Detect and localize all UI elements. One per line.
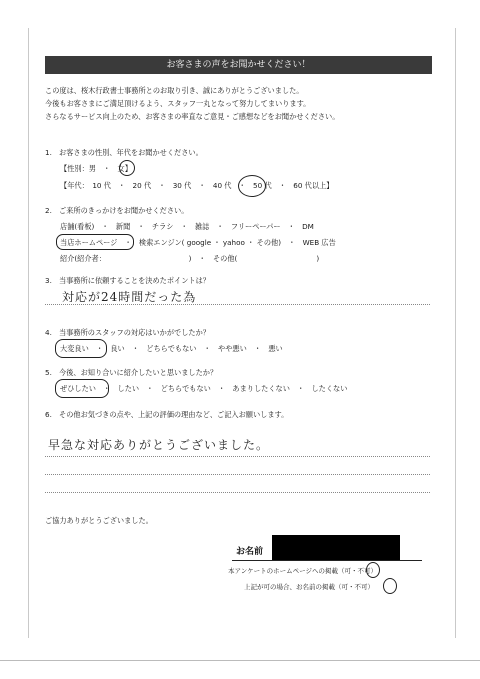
q3-handwritten-answer: 対応が24時間だった為	[62, 290, 197, 304]
consent-circle-mark	[366, 562, 380, 578]
question-6-label: 6. その他お気づきの点や、上記の評価の理由など、ご記入お願いします。	[45, 410, 289, 419]
consent-circle-mark	[383, 578, 397, 594]
name-label: お名前	[236, 547, 264, 557]
age-circle-mark	[238, 175, 266, 197]
source-row-2: 当店ホームページ ・ 検索エンジン( google ・ yahoo ・ その他) ・ WEB 広告	[60, 238, 336, 247]
consent-homepage: 本アンケートのホームページへの掲載（可・不可）	[228, 567, 377, 575]
recommend-options: ぜひしたい ・ したい ・ どちらでもない ・ あまりしたくない ・ したくない	[60, 384, 348, 393]
consent-name: 上記が可の場合、お名前の掲載（可・不可）	[244, 583, 374, 591]
source-row-3: 紹介(紹介者： ) ・ その他( )	[60, 254, 320, 263]
question-2-label: 2. ご来所のきっかけをお聞かせください。	[45, 206, 189, 215]
survey-title: お客さまの声をお聞かせください！	[45, 56, 432, 74]
q6-handwritten-answer: 早急な対応ありがとうございました。	[48, 438, 270, 452]
intro-line: さらなるサービス向上のため、お客さまの率直なご意見・ご感想などをお聞かせください。	[45, 112, 340, 121]
answer-line	[45, 456, 430, 457]
question-1-label: 1. お客さまの性別、年代をお聞かせください。	[45, 148, 203, 157]
homepage-circle-mark	[56, 234, 134, 250]
answer-line	[45, 304, 430, 305]
name-underline	[232, 560, 422, 561]
question-5-label: 5. 今後、お知り合いに紹介したいと思いましたか？	[45, 368, 218, 377]
question-3-label: 3. 当事務所に依頼することを決めたポイントは？	[45, 276, 210, 285]
gender-options: 【性別：男 ・ 女】	[60, 164, 132, 173]
intro-line: 今後もお客さまにご満足頂けるよう、スタッフ一丸となって努力してまいります。	[45, 99, 311, 108]
source-row-1: 店舗(看板) ・ 新聞 ・ チラシ ・ 雑誌 ・ フリーペーパー ・ DM	[60, 222, 314, 231]
bottom-divider	[0, 660, 480, 661]
gender-circle-mark	[119, 160, 135, 176]
intro-line: この度は、桜木行政書士事務所とのお取り引き、誠にありがとうございました。	[45, 86, 304, 95]
intro-text	[45, 84, 339, 123]
answer-line	[45, 474, 430, 475]
age-options: 【年代： 10 代 ・ 20 代 ・ 30 代 ・ 40 代 ・ 50 代 ・ 60 代以上】	[60, 181, 334, 190]
question-4-label: 4. 当事務所のスタッフの対応はいかがでしたか？	[45, 328, 210, 337]
thanks-text: ご協力ありがとうございました。	[45, 516, 153, 525]
rating-circle-mark	[55, 339, 107, 358]
redacted-name	[272, 535, 400, 561]
staff-rating-options: 大変良い ・ 良い ・ どちらでもない ・ やや悪い ・ 悪い	[60, 344, 283, 353]
answer-line	[45, 492, 430, 493]
recommend-circle-mark	[55, 379, 109, 398]
